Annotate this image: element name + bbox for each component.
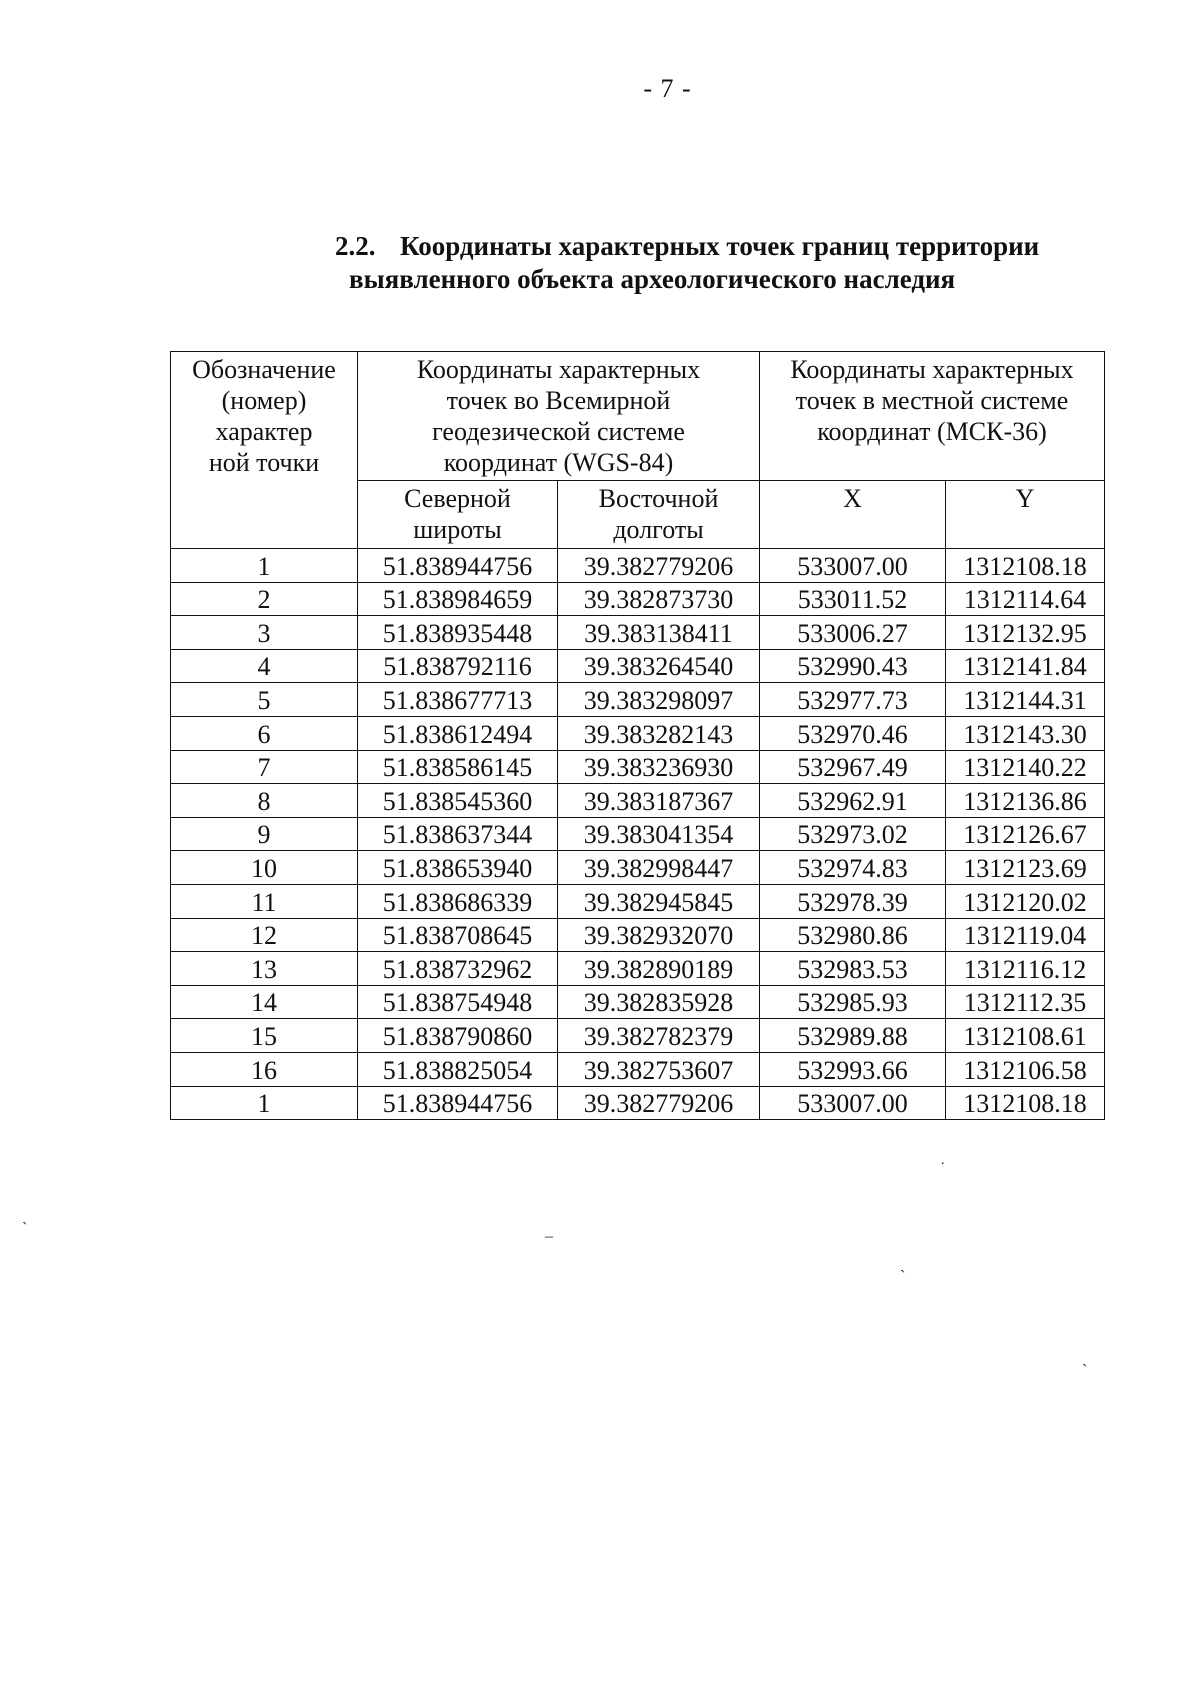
y-cell: 1312106.58 bbox=[946, 1052, 1105, 1086]
latitude-cell: 51.838708645 bbox=[358, 918, 558, 952]
latitude-cell: 51.838790860 bbox=[358, 1019, 558, 1053]
longitude-cell: 39.383138411 bbox=[558, 616, 760, 650]
point-number-cell: 12 bbox=[171, 918, 358, 952]
latitude-cell: 51.838792116 bbox=[358, 649, 558, 683]
latitude-cell: 51.838545360 bbox=[358, 784, 558, 818]
point-number-cell: 14 bbox=[171, 985, 358, 1019]
x-cell: 532962.91 bbox=[760, 784, 946, 818]
latitude-cell: 51.838944756 bbox=[358, 1086, 558, 1120]
point-number-cell: 5 bbox=[171, 683, 358, 717]
longitude-cell: 39.383264540 bbox=[558, 649, 760, 683]
table-row bbox=[171, 1086, 1105, 1120]
scan-speck: ˏ bbox=[22, 1208, 28, 1225]
longitude-cell: 39.382835928 bbox=[558, 985, 760, 1019]
latitude-cell: 51.838935448 bbox=[358, 616, 558, 650]
x-cell: 532967.49 bbox=[760, 750, 946, 784]
table-row bbox=[171, 784, 1105, 818]
x-cell: 532978.39 bbox=[760, 884, 946, 918]
longitude-cell: 39.383236930 bbox=[558, 750, 760, 784]
point-number-cell: 9 bbox=[171, 817, 358, 851]
section-heading bbox=[335, 230, 1135, 296]
table-row bbox=[171, 616, 1105, 650]
longitude-cell: 39.382945845 bbox=[558, 884, 760, 918]
table-row bbox=[171, 952, 1105, 986]
header-x: X bbox=[760, 481, 946, 549]
table-row bbox=[171, 649, 1105, 683]
table-row bbox=[171, 716, 1105, 750]
y-cell: 1312120.02 bbox=[946, 884, 1105, 918]
scan-speck: ˏ bbox=[1082, 1350, 1088, 1367]
longitude-cell: 39.382782379 bbox=[558, 1019, 760, 1053]
y-cell: 1312132.95 bbox=[946, 616, 1105, 650]
y-cell: 1312136.86 bbox=[946, 784, 1105, 818]
point-number-cell: 15 bbox=[171, 1019, 358, 1053]
y-cell: 1312112.35 bbox=[946, 985, 1105, 1019]
scan-speck: ˙ bbox=[940, 1160, 946, 1177]
y-cell: 1312116.12 bbox=[946, 952, 1105, 986]
heading-line-1 bbox=[335, 230, 1135, 263]
x-cell: 532993.66 bbox=[760, 1052, 946, 1086]
longitude-cell: 39.382779206 bbox=[558, 1086, 760, 1120]
longitude-cell: 39.382932070 bbox=[558, 918, 760, 952]
scan-speck: ˏ bbox=[900, 1256, 906, 1273]
latitude-cell: 51.838653940 bbox=[358, 851, 558, 885]
page-number: - 7 - bbox=[643, 74, 692, 103]
table-body bbox=[171, 549, 1105, 1120]
point-number-cell: 1 bbox=[171, 549, 358, 583]
table-row bbox=[171, 1019, 1105, 1053]
x-cell: 532970.46 bbox=[760, 716, 946, 750]
y-cell: 1312126.67 bbox=[946, 817, 1105, 851]
table-row bbox=[171, 851, 1105, 885]
longitude-cell: 39.382753607 bbox=[558, 1052, 760, 1086]
table-row bbox=[171, 549, 1105, 583]
y-cell: 1312108.18 bbox=[946, 549, 1105, 583]
x-cell: 532974.83 bbox=[760, 851, 946, 885]
y-cell: 1312108.18 bbox=[946, 1086, 1105, 1120]
latitude-cell: 51.838984659 bbox=[358, 582, 558, 616]
longitude-cell: 39.382779206 bbox=[558, 549, 760, 583]
point-number-cell: 11 bbox=[171, 884, 358, 918]
x-cell: 533007.00 bbox=[760, 1086, 946, 1120]
x-cell: 532989.88 bbox=[760, 1019, 946, 1053]
point-number-cell: 16 bbox=[171, 1052, 358, 1086]
table-row bbox=[171, 1052, 1105, 1086]
header-y: Y bbox=[946, 481, 1105, 549]
table-row bbox=[171, 884, 1105, 918]
table-row bbox=[171, 985, 1105, 1019]
latitude-cell: 51.838732962 bbox=[358, 952, 558, 986]
point-number-cell: 1 bbox=[171, 1086, 358, 1120]
x-cell: 532973.02 bbox=[760, 817, 946, 851]
point-number-cell: 13 bbox=[171, 952, 358, 986]
point-number-cell: 7 bbox=[171, 750, 358, 784]
longitude-cell: 39.383282143 bbox=[558, 716, 760, 750]
x-cell: 532983.53 bbox=[760, 952, 946, 986]
y-cell: 1312119.04 bbox=[946, 918, 1105, 952]
x-cell: 533007.00 bbox=[760, 549, 946, 583]
y-cell: 1312114.64 bbox=[946, 582, 1105, 616]
header-wgs84: Координаты характерных точек во Всемирной геодезической системе координат (WGS-84) bbox=[358, 352, 760, 481]
longitude-cell: 39.383298097 bbox=[558, 683, 760, 717]
y-cell: 1312123.69 bbox=[946, 851, 1105, 885]
x-cell: 533011.52 bbox=[760, 582, 946, 616]
point-number-cell: 4 bbox=[171, 649, 358, 683]
coordinates-table bbox=[170, 351, 1105, 1120]
latitude-cell: 51.838944756 bbox=[358, 549, 558, 583]
table-row bbox=[171, 918, 1105, 952]
heading-text-1: Координаты характерных точек границ территории bbox=[400, 231, 1040, 261]
x-cell: 533006.27 bbox=[760, 616, 946, 650]
header-msk36: Координаты характерных точек в местной системе координат (МСК-36) bbox=[760, 352, 1105, 481]
longitude-cell: 39.382873730 bbox=[558, 582, 760, 616]
longitude-cell: 39.383041354 bbox=[558, 817, 760, 851]
y-cell: 1312140.22 bbox=[946, 750, 1105, 784]
latitude-cell: 51.838754948 bbox=[358, 985, 558, 1019]
latitude-cell: 51.838586145 bbox=[358, 750, 558, 784]
x-cell: 532980.86 bbox=[760, 918, 946, 952]
table-row bbox=[171, 750, 1105, 784]
table-row bbox=[171, 683, 1105, 717]
y-cell: 1312144.31 bbox=[946, 683, 1105, 717]
header-latitude: Северной широты bbox=[358, 481, 558, 549]
point-number-cell: 2 bbox=[171, 582, 358, 616]
scan-speck: ‒ bbox=[545, 1228, 553, 1245]
point-number-cell: 8 bbox=[171, 784, 358, 818]
x-cell: 532985.93 bbox=[760, 985, 946, 1019]
latitude-cell: 51.838686339 bbox=[358, 884, 558, 918]
longitude-cell: 39.382998447 bbox=[558, 851, 760, 885]
table-row bbox=[171, 817, 1105, 851]
longitude-cell: 39.383187367 bbox=[558, 784, 760, 818]
x-cell: 532977.73 bbox=[760, 683, 946, 717]
table-row bbox=[171, 582, 1105, 616]
heading-line-2: выявленного объекта археологического наследия bbox=[349, 264, 956, 294]
point-number-cell: 6 bbox=[171, 716, 358, 750]
latitude-cell: 51.838825054 bbox=[358, 1052, 558, 1086]
latitude-cell: 51.838612494 bbox=[358, 716, 558, 750]
y-cell: 1312141.84 bbox=[946, 649, 1105, 683]
y-cell: 1312143.30 bbox=[946, 716, 1105, 750]
header-longitude: Восточной долготы bbox=[558, 481, 760, 549]
section-number: 2.2. bbox=[335, 231, 376, 261]
point-number-cell: 10 bbox=[171, 851, 358, 885]
y-cell: 1312108.61 bbox=[946, 1019, 1105, 1053]
latitude-cell: 51.838677713 bbox=[358, 683, 558, 717]
longitude-cell: 39.382890189 bbox=[558, 952, 760, 986]
x-cell: 532990.43 bbox=[760, 649, 946, 683]
latitude-cell: 51.838637344 bbox=[358, 817, 558, 851]
header-point-designation: Обозначение (номер) характер ной точки bbox=[171, 352, 358, 549]
point-number-cell: 3 bbox=[171, 616, 358, 650]
